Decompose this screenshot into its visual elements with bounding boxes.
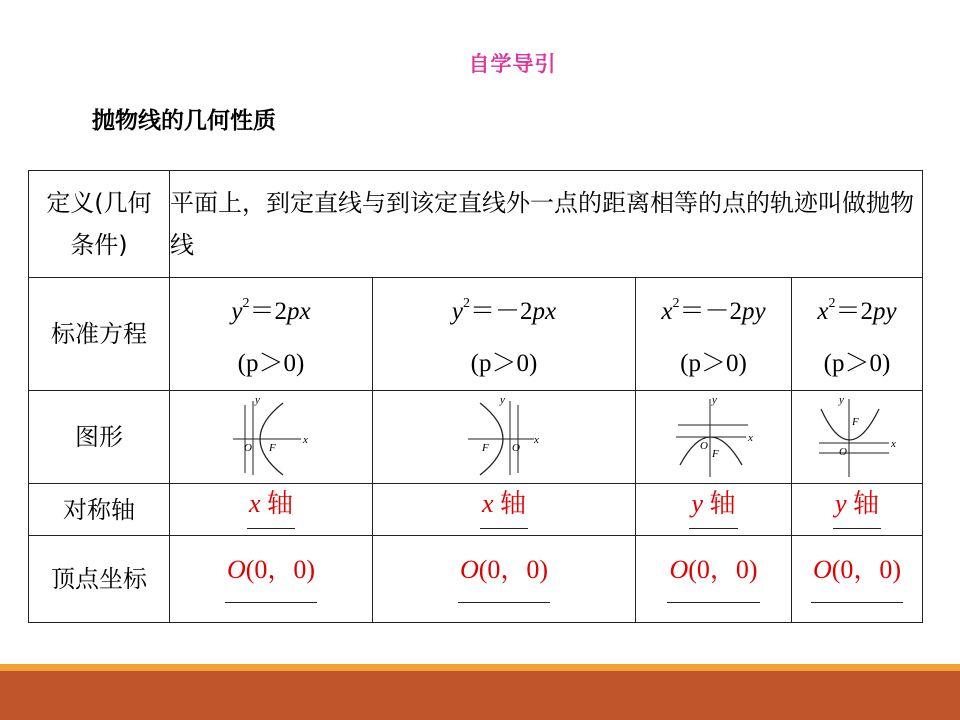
- axis-word: 轴: [267, 489, 294, 518]
- axis-cell-4: [792, 484, 923, 536]
- equation-row: [29, 278, 923, 391]
- vertex-answer: [667, 556, 759, 603]
- axis-cell-3: [636, 484, 792, 536]
- vertex-o: O: [812, 554, 832, 584]
- eq-var: x: [661, 298, 673, 325]
- x-axis-label: x: [891, 438, 896, 450]
- vertex-cell-2: [373, 536, 636, 623]
- eq-rhs: ＝－2: [679, 298, 742, 325]
- parabola-properties-table: [28, 170, 923, 623]
- axis-answer: [833, 490, 881, 529]
- eq-condition: (p＞0): [680, 350, 747, 377]
- axis-row: [29, 484, 923, 536]
- x-axis-label: x: [747, 432, 753, 444]
- origin-label: O: [839, 446, 847, 458]
- definition-row: [29, 171, 923, 278]
- axis-word: 轴: [853, 489, 880, 518]
- eq-var: x: [817, 298, 829, 325]
- eq-exp: 2: [462, 296, 470, 311]
- vertex-cell-4: [792, 536, 923, 623]
- equation-cell-3: [636, 278, 792, 391]
- eq-exp: 2: [242, 296, 250, 311]
- axis-cell-1: [170, 484, 373, 536]
- definition-label-text: 定义(几何条件): [46, 189, 152, 259]
- footer-accent-bar: [0, 664, 960, 671]
- vertex-rest: (0，0): [688, 554, 758, 584]
- graph-cell-2: [373, 391, 636, 484]
- eq-tail: py: [742, 298, 766, 325]
- vertex-rest: (0，0): [245, 554, 316, 584]
- focus-label: F: [269, 442, 276, 454]
- axis-word: 轴: [500, 489, 527, 518]
- parabola-left-graph: [464, 395, 544, 479]
- origin-label: O: [699, 440, 708, 452]
- axis-answer: [689, 490, 737, 529]
- focus-label: F: [852, 416, 859, 428]
- vertex-cell-1: [170, 536, 373, 623]
- slide-title: 自学导引: [468, 52, 557, 76]
- definition-label: [29, 171, 170, 278]
- vertex-answer: [458, 556, 550, 603]
- eq-rhs: ＝－2: [469, 298, 533, 325]
- definition-text: 平面上，到定直线与到该定直线外一点的距离相等的点的轨迹叫做抛物线: [170, 171, 923, 278]
- vertex-o: O: [459, 554, 479, 584]
- vertex-o: O: [669, 554, 689, 584]
- axis-answer: [480, 490, 528, 529]
- vertex-answer: [811, 556, 903, 603]
- y-axis-label: y: [839, 395, 844, 406]
- parabola-down-graph: [672, 395, 756, 479]
- axis-answer: [247, 490, 295, 529]
- focus-label: F: [711, 448, 719, 460]
- parabola-up-graph: [815, 395, 899, 479]
- graph-cell-3: [636, 391, 792, 484]
- vertex-label: 顶点坐标: [29, 536, 170, 623]
- eq-condition: (p＞0): [823, 350, 891, 377]
- axis-word: 轴: [709, 489, 736, 518]
- vertex-row: [29, 536, 923, 623]
- vertex-cell-3: [636, 536, 792, 623]
- graph-cell-1: [170, 391, 373, 484]
- axis-var: x: [481, 489, 494, 518]
- eq-rhs: ＝2: [249, 298, 287, 325]
- eq-condition: (p＞0): [237, 350, 305, 377]
- eq-rhs: ＝2: [835, 298, 873, 325]
- x-axis-label: x: [534, 434, 539, 446]
- axis-label: 对称轴: [29, 484, 170, 536]
- eq-tail: py: [873, 298, 897, 325]
- y-axis-label: y: [711, 395, 717, 406]
- eq-var: y: [451, 298, 463, 325]
- origin-label: O: [512, 442, 520, 454]
- axis-var: x: [248, 489, 261, 518]
- eq-var: y: [231, 298, 243, 325]
- vertex-o: O: [226, 554, 246, 584]
- axis-var: y: [691, 489, 704, 518]
- axis-var: y: [834, 489, 847, 518]
- eq-exp: 2: [672, 296, 680, 311]
- equation-cell-1: [170, 278, 373, 391]
- graph-label: 图形: [29, 391, 170, 484]
- parabola-right-graph: [231, 395, 311, 479]
- equation-cell-4: [792, 278, 923, 391]
- eq-tail: px: [532, 298, 557, 325]
- origin-label: O: [244, 442, 252, 454]
- equation-cell-2: [373, 278, 636, 391]
- y-axis-label: y: [500, 395, 505, 406]
- eq-exp: 2: [828, 296, 836, 311]
- focus-label: F: [482, 442, 489, 454]
- eq-tail: px: [287, 298, 311, 325]
- vertex-rest: (0，0): [478, 554, 549, 584]
- y-axis-label: y: [255, 395, 260, 406]
- vertex-answer: [225, 556, 317, 603]
- vertex-rest: (0，0): [831, 554, 902, 584]
- graph-cell-4: [792, 391, 923, 484]
- x-axis-label: x: [303, 434, 308, 446]
- eq-condition: (p＞0): [470, 350, 538, 377]
- equation-label: 标准方程: [29, 278, 170, 391]
- slide-subtitle: 抛物线的几何性质: [92, 108, 276, 134]
- graph-row: [29, 391, 923, 484]
- footer-bar: [0, 671, 960, 720]
- axis-cell-2: [373, 484, 636, 536]
